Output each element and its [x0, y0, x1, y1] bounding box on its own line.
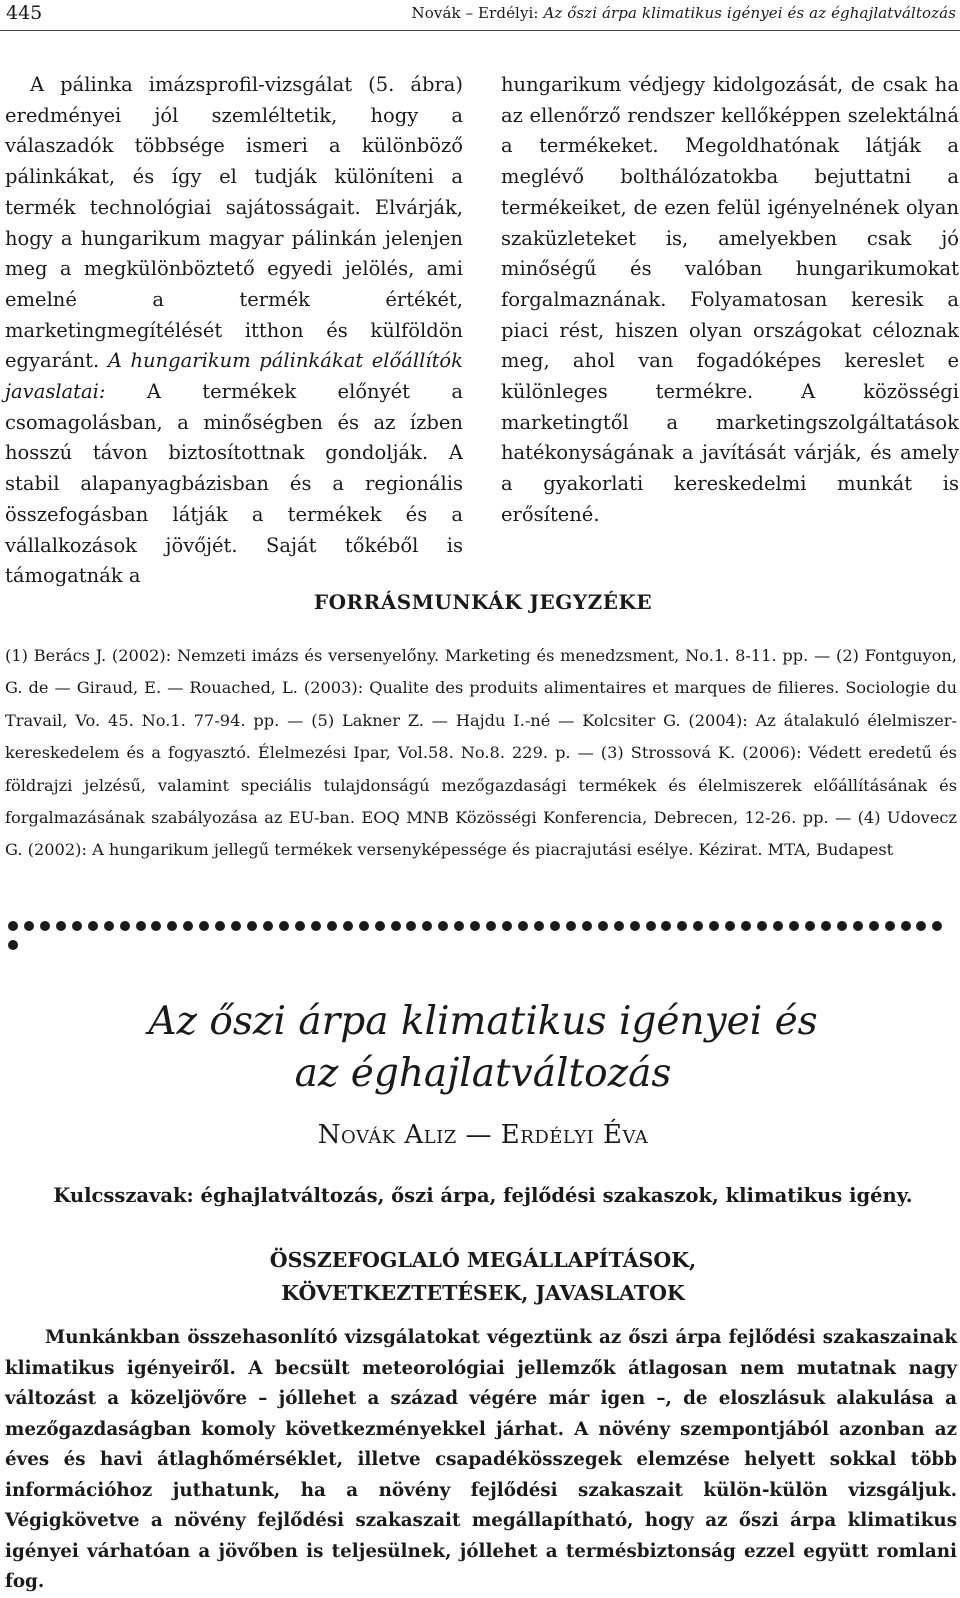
- separator-dot: [901, 921, 911, 931]
- separator-dot: [805, 921, 815, 931]
- separator-dot: [916, 921, 926, 931]
- separator-dot: [40, 921, 50, 931]
- separator-dot: [454, 921, 464, 931]
- separator-dot: [566, 921, 576, 931]
- separator-dot: [741, 921, 751, 931]
- separator-dot: [343, 921, 353, 931]
- page-number: 445: [6, 2, 43, 24]
- separator-dot: [167, 921, 177, 931]
- keywords-list: éghajlatváltozás, őszi árpa, fejlődési szakaszok, klimatikus igény.: [200, 1184, 913, 1207]
- separator-dot: [215, 921, 225, 931]
- separator-dot: [136, 921, 146, 931]
- italic-lead: A hungarikum pálinkákat előállítók javaslatai:: [5, 349, 463, 404]
- keywords-label: Kulcsszavak:: [53, 1184, 194, 1207]
- separator-dot: [534, 921, 544, 931]
- separator-dot: [422, 921, 432, 931]
- separator-dot: [311, 921, 321, 931]
- separator-dot: [661, 921, 671, 931]
- separator-dot: [821, 921, 831, 931]
- separator-dot: [646, 921, 656, 931]
- running-title: [412, 4, 956, 22]
- separator-dot: [24, 921, 34, 931]
- separator-dot: [327, 921, 337, 931]
- separator-dot: [295, 921, 305, 931]
- separator-dot: [932, 921, 942, 931]
- separator-dot: [104, 921, 114, 931]
- separator-dot: [8, 921, 18, 931]
- separator-dot: [725, 921, 735, 931]
- separator-dot: [518, 921, 528, 931]
- separator-dot: [183, 921, 193, 931]
- separator-dot: [263, 921, 273, 931]
- separator-dot: [199, 921, 209, 931]
- separator-dot: [630, 921, 640, 931]
- separator-dot: [231, 921, 241, 931]
- separator-dot: [279, 921, 289, 931]
- separator-dot: [486, 921, 496, 931]
- dotted-separator: [8, 916, 956, 930]
- separator-dot: [773, 921, 783, 931]
- separator-dot: [598, 921, 608, 931]
- article-title-line: Az őszi árpa klimatikus igényei és: [148, 999, 818, 1044]
- separator-dot: [470, 921, 480, 931]
- separator-dot: [582, 921, 592, 931]
- page-header: [0, 0, 960, 31]
- separator-dot: [391, 921, 401, 931]
- separator-dot: [247, 921, 257, 931]
- article-title: [0, 996, 960, 1100]
- separator-dot: [406, 921, 416, 931]
- running-title-text: Az őszi árpa klimatikus igényei és az éghajlatváltozás: [543, 4, 956, 22]
- separator-dot: [757, 921, 767, 931]
- separator-dot: [837, 921, 847, 931]
- summary-text: Munkánkban összehasonlító vizsgálatokat végeztünk az őszi árpa fejlődési szakaszainak klimatikus igényeiről. A becsült meteorológiai jellemzők átlagosan nem mutatnak nagy változást a közeljövőre – jóllehet a század végére már igen –, de eloszlásuk alakulása a mezőgazdaságban komoly következményekkel járhat. A növény szempontjából azonban az éves és havi átlaghőmérséklet, illetve csapadékösszegek elemzése helyett sokkal több információhoz juthatunk, ha a növény fejlődési szakaszait külön-külön vizsgáljuk. Végigkövetve a növény fejlődési szakaszait megállapítható, hogy az őszi árpa klimatikus igényei várhatóan a jövőben is teljesülnek, jóllehet a termésbiztonság ezzel együtt romlani fog.: [5, 1327, 957, 1592]
- body-column-right: [501, 70, 959, 531]
- separator-dot: [8, 940, 18, 950]
- body-paragraph: hungarikum védjegy kidolgozását, de csak ha az ellenőrző rendszer kellőképpen szelektálná a termékeket. Megoldhatónak látják a meglévő bolthálózatokba bejuttatni a termékeiket, de ezen felül igényelnének olyan szaküzleteket is, amelyekben csak jó minőségű és valóban hungarikumokat forgalmaznának. Folyamatosan keresik a piaci rést, hiszen olyan országokat céloznak meg, ahol van fogadóképes kereslet e különleges termékre. A közösségi marketingtől a marketingszolgáltatások hatékonyságának a javítását várják, és amely a gyakorlati kereskedelmi munkát is erősítené.: [501, 73, 959, 526]
- separator-dot: [120, 921, 130, 931]
- separator-dot: [614, 921, 624, 931]
- separator-dot: [375, 921, 385, 931]
- running-title-authors: Novák – Erdélyi:: [411, 4, 539, 22]
- body-paragraph: A pálinka imázsprofil-vizsgálat (5. ábra) eredményei jól szemléltetik, hogy a válaszadók többsége ismeri a különböző pálinkákat, és így el tudják különíteni a termék technológiai sajátosságait. Elvárják, hogy a hungarikum magyar pálinkán jelenjen meg a megkülönböztető egyedi jelölés, ami emelné a termék értékét, marketingmegítélését itthon és külföldön egyaránt. A hungarikum pálinkákat előállítók javaslatai: A termékek előnyét a csomagolásban, a minőségben és az ízben hosszú távon biztosítottnak gondolják. A stabil alapanyagbázisban és a regionális összefogásban látják a termékek és a vállalkozások jövőjét. Saját tőkéből is támogatnák a: [5, 73, 463, 588]
- keywords: [0, 1184, 960, 1207]
- separator-dot: [56, 921, 66, 931]
- separator-dot: [853, 921, 863, 931]
- references-list: (1) Berács J. (2002): Nemzeti imázs és versenyelőny. Marketing és menedzsment, No.1. 8-11. pp. — (2) Fontguyon, G. de — Giraud, E. — Rouached, L. (2003): Qualite des produits alimentaires et marques de filieres. Sociologie du Travail, Vo. 45. No.1. 77-94. pp. — (5) Lakner Z. — Hajdu I.-né — Kolcsiter G. (2004): Az átalakuló élelmiszer-kereskedelem és a fogyasztó. Élelmezési Ipar, Vol.58. No.8. 229. p. — (3) Strossová K. (2006): Védett eredetű és földrajzi jelzésű, valamint speciális tulajdonságú mezőgazdasági termékek és élelmiszerek előállításának és forgalmazásának szabályozása az EU-ban. EOQ MNB Közösségi Konferencia, Debrecen, 12-26. pp. — (4) Udovecz G. (2002): A hungarikum jellegű termékek versenyképessége és piacrajutási esélye. Kézirat. MTA, Budapest: [5, 646, 957, 860]
- separator-dot: [709, 921, 719, 931]
- summary-heading: ÖSSZEFOGLALÓ MEGÁLLAPÍTÁSOK, KÖVETKEZTETÉSEK, JAVASLATOK: [269, 1248, 697, 1305]
- separator-dot: [693, 921, 703, 931]
- separator-dot: [677, 921, 687, 931]
- separator-dot: [885, 921, 895, 931]
- article-authors: Novák Aliz — Erdélyi Éva: [317, 1120, 649, 1150]
- separator-dot: [502, 921, 512, 931]
- separator-dot: [88, 921, 98, 931]
- separator-dot: [869, 921, 879, 931]
- separator-dot: [789, 921, 799, 931]
- references-heading: FORRÁSMUNKÁK JEGYZÉKE: [313, 590, 653, 614]
- separator-dot: [72, 921, 82, 931]
- separator-dot: [359, 921, 369, 931]
- separator-dot: [438, 921, 448, 931]
- article-title-line: az éghajlatváltozás: [294, 1051, 672, 1096]
- body-column-left: [5, 70, 463, 592]
- separator-dot: [550, 921, 560, 931]
- separator-dot: [151, 921, 161, 931]
